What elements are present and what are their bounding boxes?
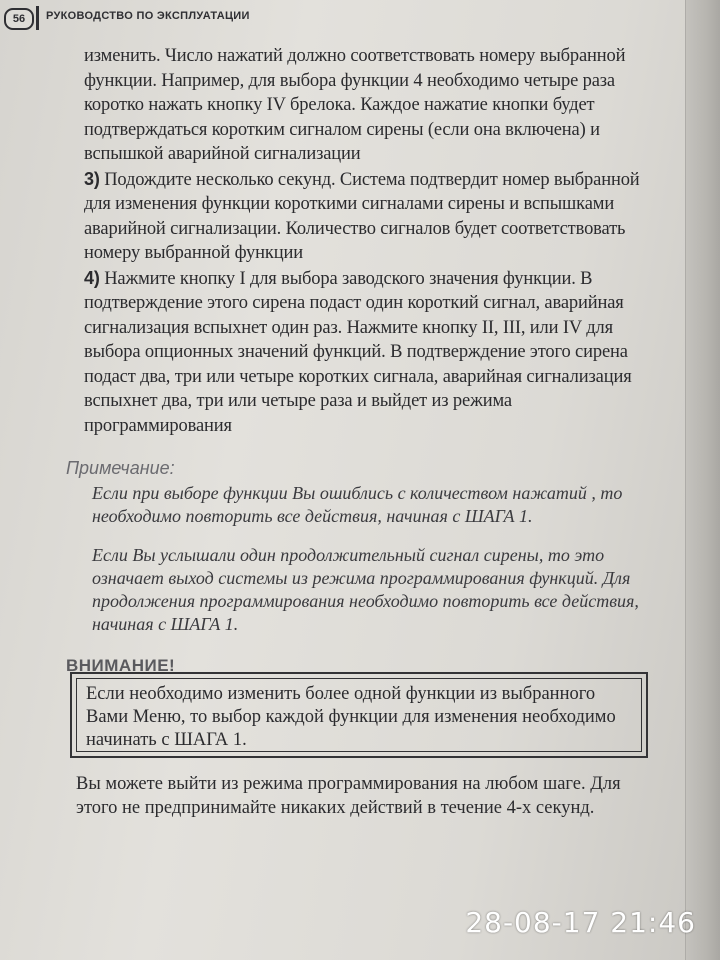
page-header — [0, 8, 700, 30]
step-4 — [84, 266, 656, 439]
step-4-text: Нажмите кнопку I для выбора заводского значения функции. В подтверждение этого сирена подаст один короткий сигнал, аварийная сигнализация вспыхнет один раз. Нажмите кнопку II, III, или IV для выбора опционных значений функций. В подтверждение этого сирена подаст два, три или четыре коротких сигнала, аварийная сигнализация вспыхнет два, три или четыре раза и выйдет из режима программирования — [84, 268, 632, 436]
step-3 — [84, 167, 656, 266]
step-3-number: 3) — [84, 168, 100, 189]
step-3-text: Подождите несколько секунд. Система подтвердит номер выбранной для изменения функции короткими сигналами сирены и вспышками аварийной сигнализации. Количество сигналов будет соответствовать номеру выбранной функции — [84, 169, 640, 263]
instructions-body — [84, 44, 656, 438]
warning-text: Если необходимо изменить более одной функции из выбранного Вами Меню, то выбор каждой функции для изменения необходимо начинать с ШАГА 1. — [86, 684, 616, 750]
note-item-1: Если при выборе функции Вы ошиблись с количеством нажатий , то необходимо повторить все действия, начиная с ШАГА 1. — [92, 483, 623, 526]
header-divider — [36, 6, 39, 30]
header-title: РУКОВОДСТВО ПО ЭКСПЛУАТАЦИИ — [46, 10, 250, 22]
paragraph-continuation: изменить. Число нажатий должно соответствовать номеру выбранной функции. Например, для выбора функции 4 необходимо четыре раза коротко нажать кнопку IV брелока. Каждое нажатие кнопки будет подтверждаться коротким сигналом сирены (если она включена) и вспышкой аварийной сигнализации — [84, 46, 626, 164]
note-item-2: Если Вы услышали один продолжительный сигнал сирены, то это означает выход системы из режима программирования функций. Для продолжения программирования необходимо повторить все действия, начиная с ШАГА 1. — [92, 545, 639, 634]
note-title: Примечание: — [66, 458, 175, 478]
page-edge-shadow — [685, 0, 720, 960]
footer-paragraph: Вы можете выйти из режима программирования на любом шаге. Для этого не предпринимайте никаких действий в течение 4-х секунд. — [76, 774, 621, 818]
page-number: 56 — [4, 8, 34, 30]
step-4-number: 4) — [84, 267, 100, 288]
photo-timestamp: 28-08-17 21:46 — [465, 906, 696, 939]
warning-title: ВНИМАНИЕ! — [66, 656, 176, 675]
note-body — [92, 482, 652, 652]
